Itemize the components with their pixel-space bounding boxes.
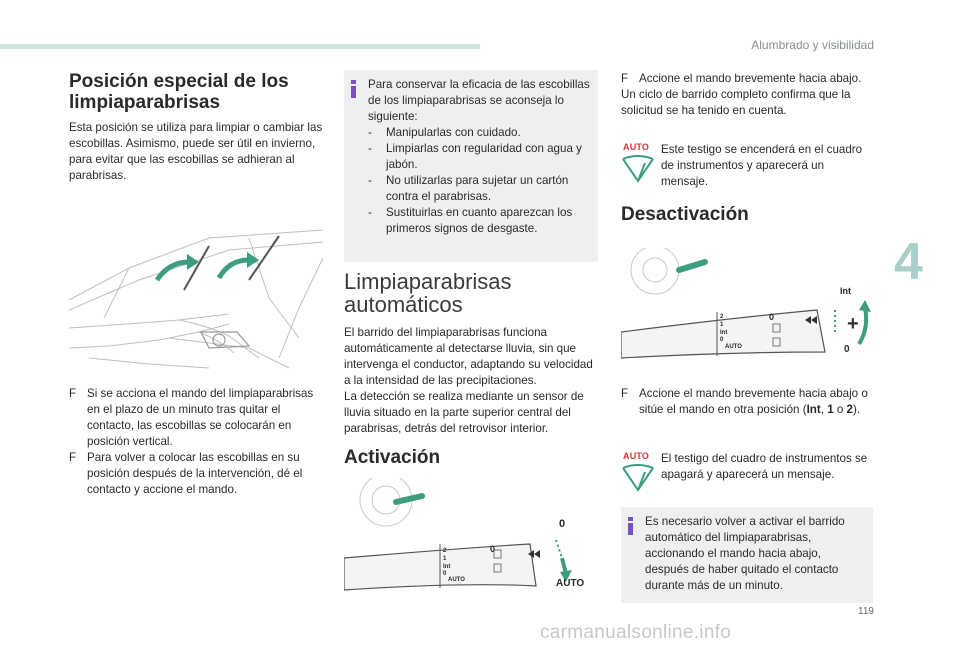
list-item — [621, 71, 877, 87]
automatic-body: El barrido del limpiaparabrisas funciona automáticamente al detectarse lluvia, sin que intervenga el conductor, adaptando su velocidad a la intensidad de las precipitaciones. La detección se realiza mediante un sensor de lluvia situado en la parte superior central del parabrisas, detrás del retrovisor interior. — [344, 326, 593, 435]
stalk-label-int: Int — [720, 330, 728, 336]
section-title-activation: Activación — [344, 447, 441, 468]
page-number: 119 — [858, 606, 874, 617]
bullet-marker: F — [69, 387, 77, 400]
position-int: Int — [806, 403, 821, 416]
title-line-2: automáticos — [344, 292, 463, 317]
item-text: No utilizarlas para sujetar un cartón contra el parabrisas. — [386, 174, 569, 203]
left-bullets — [69, 386, 327, 498]
stalk-label-int: Int — [443, 564, 451, 570]
warning-light-off — [621, 451, 875, 499]
deactivation-diagram — [621, 248, 877, 368]
section-title-automatic-wipers — [344, 270, 600, 316]
chapter-number: 4 — [894, 233, 923, 291]
list-item — [368, 205, 593, 237]
windshield-illustration — [69, 228, 323, 378]
dash-marker: - — [368, 174, 372, 187]
activation-diagram — [344, 478, 592, 596]
bullet-marker: F — [621, 72, 629, 85]
dash-marker: - — [368, 126, 372, 139]
stalk-label-auto: AUTO — [448, 577, 465, 583]
item-text: Limpiarlas con regularidad con agua y jabón. — [386, 142, 582, 171]
bullet-marker: F — [621, 387, 629, 400]
list-item — [69, 450, 327, 498]
stalk-ring-zero: 0 — [490, 544, 496, 554]
stalk-label-2: 2 — [443, 548, 447, 554]
section-title-deactivation: Desactivación — [621, 204, 749, 225]
list-item — [368, 141, 593, 173]
title-line-1: Posición especial de los — [69, 71, 289, 92]
separator: , — [820, 403, 828, 416]
auto-label: AUTO — [623, 142, 650, 152]
stalk-label-0: 0 — [443, 571, 447, 577]
bullet-text: Para volver a colocar las escobillas en su posición después de la intervención, dé el contacto y accione el mando. — [87, 451, 303, 496]
stalk-ring-zero: 0 — [769, 312, 775, 322]
dash-marker: - — [368, 142, 372, 155]
item-text: Sustituirlas en cuanto aparezcan los primeros signos de desgaste. — [386, 206, 573, 235]
list-item — [621, 386, 877, 418]
bullet-marker: F — [69, 451, 77, 464]
position-1: 1 — [827, 403, 834, 416]
confirmation-text: Un ciclo de barrido completo confirma que la solicitud se ha tenido en cuenta. — [621, 88, 851, 117]
info-icon — [351, 80, 356, 98]
title-line-1: Limpiaparabrisas — [344, 269, 512, 294]
info-intro: Para conservar la eficacia de las escobillas de los limpiaparabrisas se aconseja lo siguiente: — [368, 78, 590, 123]
stalk-label-1: 1 — [443, 556, 447, 562]
list-item — [69, 386, 327, 450]
wiper-warning-icon — [621, 464, 655, 492]
warning-light-on — [621, 142, 875, 194]
stalk-label-0: 0 — [720, 337, 724, 343]
position-zero-label: 0 — [844, 344, 850, 355]
position-zero-label: 0 — [559, 518, 566, 530]
stalk-label-2: 2 — [720, 314, 724, 320]
stalk-label-auto: AUTO — [725, 344, 742, 350]
bullet-text: Si se acciona el mando del limpiaparabrisas en el plazo de un minuto tras quitar el contacto, las escobillas se colocarán en posición vertical. — [87, 387, 314, 448]
list-item — [368, 125, 593, 141]
right-column-top — [621, 71, 877, 119]
bullet-text: Accione el mando brevemente hacia abajo o sitúe el mando en otra posición ( — [639, 387, 868, 416]
position-int-label: Int — [840, 286, 851, 296]
bullet-text-end: ). — [852, 403, 861, 416]
position-2: 2 — [846, 403, 853, 416]
wiper-warning-icon — [621, 155, 655, 183]
header-bar — [0, 44, 480, 49]
info-box-maintenance — [344, 70, 598, 262]
dash-marker: - — [368, 206, 372, 219]
info-reactivate-text: Es necesario volver a activar el barrido automático del limpiaparabrisas, accionando el mando hacia abajo, después de haber quitado el contacto durante más de un minuto. — [645, 515, 845, 592]
svg-text:+: + — [847, 313, 859, 335]
middle-column — [344, 270, 600, 468]
auto-label: AUTO — [623, 451, 650, 461]
intro-paragraph: Esta posición se utiliza para limpiar o cambiar las escobillas. Asimismo, puede ser útil en invierno, para evitar que las escobillas se adhieran al parabrisas. — [69, 121, 323, 182]
list-item — [368, 173, 593, 205]
stalk-label-1: 1 — [720, 322, 724, 328]
info-icon — [628, 517, 633, 535]
section-header: Alumbrado y visibilidad — [751, 38, 874, 52]
info-box-reactivate — [621, 507, 873, 603]
position-auto-label: AUTO — [556, 578, 585, 589]
section-title-special-position — [69, 71, 329, 113]
separator: o — [833, 403, 847, 416]
deactivation-bullet — [621, 386, 877, 418]
warning-on-text: Este testigo se encenderá en el cuadro de instrumentos y aparecerá un mensaje. — [661, 143, 863, 188]
title-line-2: limpiaparabrisas — [69, 92, 221, 113]
watermark: carmanualsonline.info — [540, 622, 732, 643]
left-column — [69, 71, 329, 184]
item-text: Manipularlas con cuidado. — [386, 126, 521, 139]
bullet-text: Accione el mando brevemente hacia abajo. — [639, 72, 862, 85]
warning-off-text: El testigo del cuadro de instrumentos se apagará y aparecerá un mensaje. — [661, 452, 868, 481]
